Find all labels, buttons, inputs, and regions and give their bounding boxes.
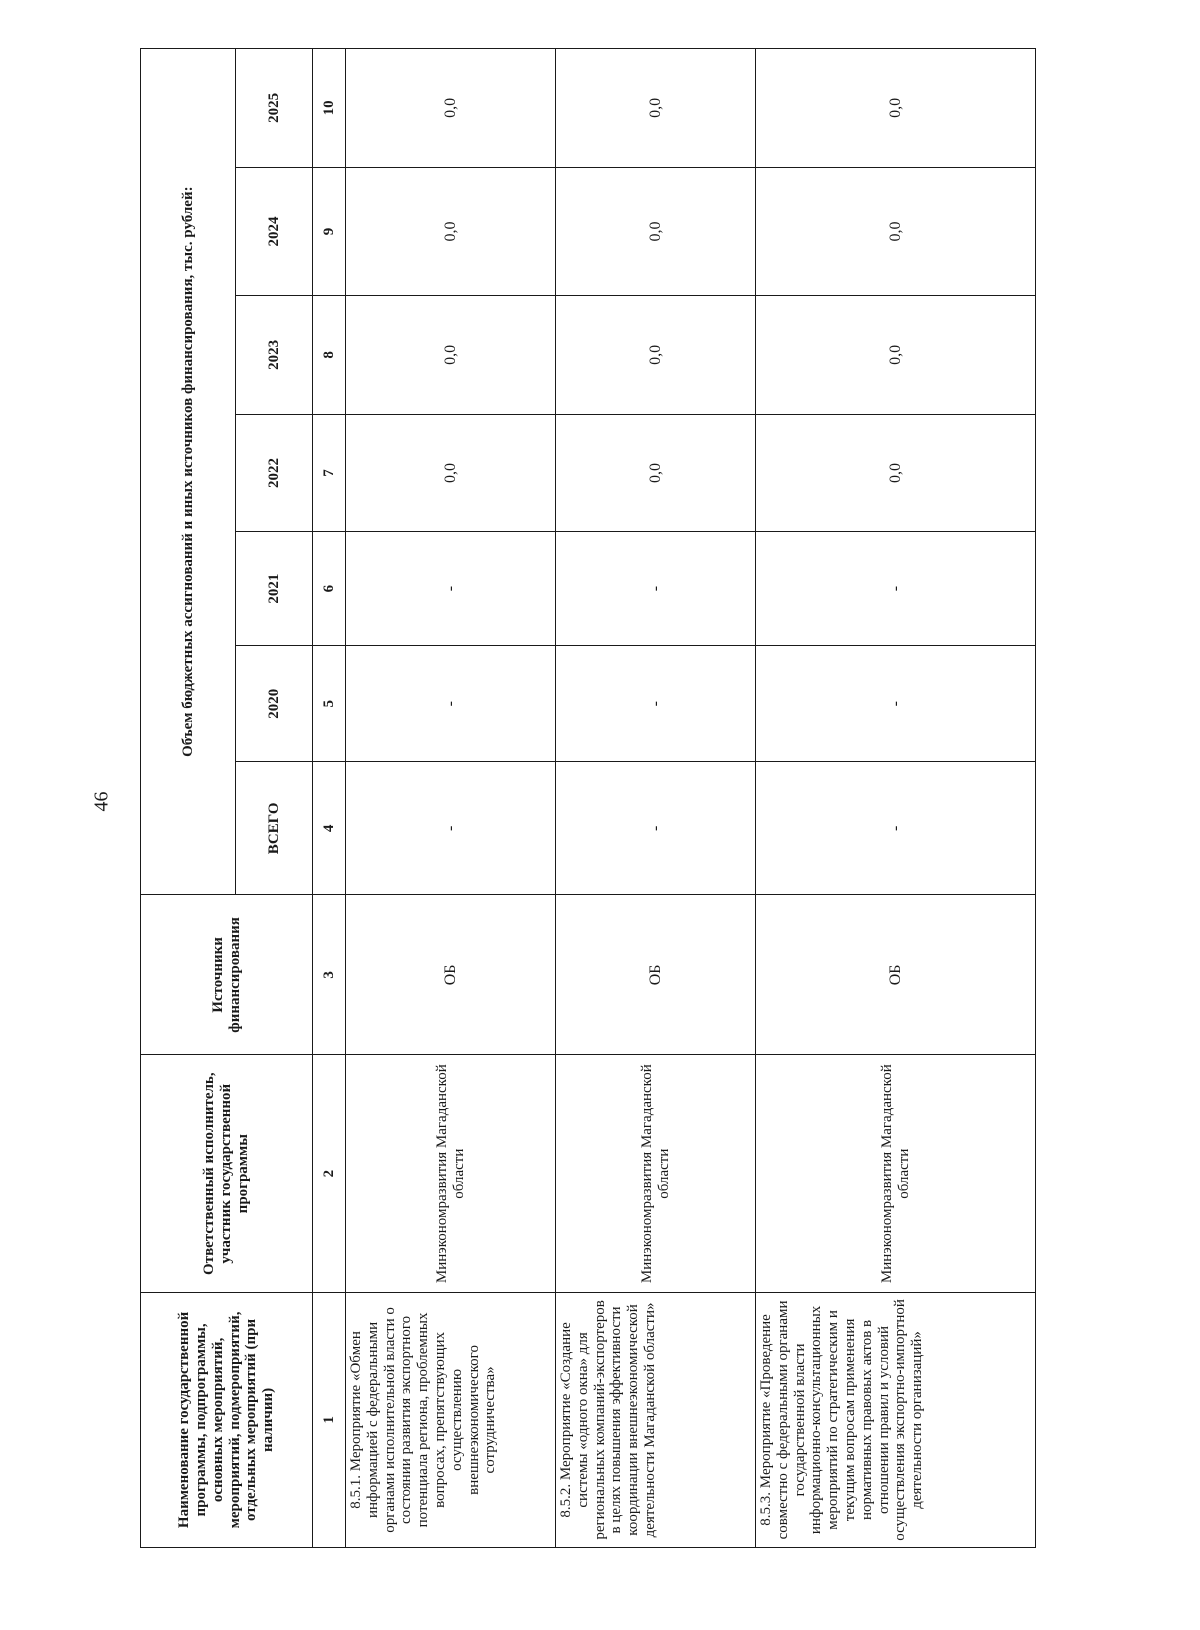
header-year-2023: 2023: [236, 296, 313, 415]
header-year-2021: 2021: [236, 532, 313, 646]
column-number-row: [313, 49, 346, 1548]
row-value-2021: -: [556, 532, 756, 646]
header-year-2022: 2022: [236, 414, 313, 531]
column-number: 5: [313, 646, 346, 762]
row-responsible: Минэкономразвития Магаданской области: [556, 1055, 756, 1292]
column-number: 7: [313, 414, 346, 531]
page-number: 46: [90, 791, 113, 812]
row-name: 8.5.1. Мероприятие «Обмен информацией с федеральными органами исполнительной власти о состоянии развития экспортного потенциала региона, проблемных вопросах, препятствующих осуществлению внешнеэкономического сотрудничества»: [346, 1292, 556, 1547]
column-number: 9: [313, 167, 346, 295]
financing-table: [140, 48, 1036, 1548]
row-value-2024: 0,0: [756, 167, 1036, 295]
rotated-table-container: [140, 48, 1000, 1548]
column-number: 1: [313, 1292, 346, 1547]
row-responsible: Минэкономразвития Магаданской области: [756, 1055, 1036, 1292]
header-sources: Источники финансирования: [141, 895, 313, 1055]
row-value-2021: -: [756, 532, 1036, 646]
column-number: 8: [313, 296, 346, 415]
row-value-2024: 0,0: [556, 167, 756, 295]
row-value-2022: 0,0: [556, 414, 756, 531]
row-value-total: -: [346, 762, 556, 895]
header-volume: Объем бюджетных ассигнований и иных источников финансирования, тыс. рублей:: [141, 49, 236, 895]
header-responsible: Ответственный исполнитель, участник государственной программы: [141, 1055, 313, 1292]
row-responsible: Минэкономразвития Магаданской области: [346, 1055, 556, 1292]
header-total: ВСЕГО: [236, 762, 313, 895]
column-number: 2: [313, 1055, 346, 1292]
table-row: [556, 49, 756, 1548]
row-value-2025: 0,0: [756, 49, 1036, 168]
row-value-2025: 0,0: [556, 49, 756, 168]
column-number: 3: [313, 895, 346, 1055]
row-value-2020: -: [556, 646, 756, 762]
row-name: 8.5.2. Мероприятие «Создание системы «одного окна» для региональных компаний-экспортеров в целях повышения эффективности координации внешнеэкономической деятельности Магаданской области»: [556, 1292, 756, 1547]
row-value-2020: -: [346, 646, 556, 762]
header-year-2025: 2025: [236, 49, 313, 168]
row-value-2021: -: [346, 532, 556, 646]
row-name: 8.5.3. Мероприятие «Проведение совместно с федеральными органами государственной власти информационно-консультационных мероприятий по стратегическим и текущим вопросам применения нормативных правовых актов в отношении правил и условий осуществления экспортно-импортной деятельности организаций»: [756, 1292, 1036, 1547]
row-value-2025: 0,0: [346, 49, 556, 168]
row-value-total: -: [556, 762, 756, 895]
row-value-2023: 0,0: [556, 296, 756, 415]
header-name: Наименование государственной программы, подпрограммы, основных мероприятий, мероприятий, подмероприятий, отдельных мероприятий (при наличии): [141, 1292, 313, 1547]
row-value-2023: 0,0: [756, 296, 1036, 415]
row-source: ОБ: [346, 895, 556, 1055]
row-value-total: -: [756, 762, 1036, 895]
table-row: [756, 49, 1036, 1548]
row-source: ОБ: [756, 895, 1036, 1055]
row-value-2022: 0,0: [756, 414, 1036, 531]
row-value-2024: 0,0: [346, 167, 556, 295]
table-row: [346, 49, 556, 1548]
header-year-2024: 2024: [236, 167, 313, 295]
row-value-2022: 0,0: [346, 414, 556, 531]
row-value-2020: -: [756, 646, 1036, 762]
column-number: 6: [313, 532, 346, 646]
row-value-2023: 0,0: [346, 296, 556, 415]
column-number: 10: [313, 49, 346, 168]
header-year-2020: 2020: [236, 646, 313, 762]
row-source: ОБ: [556, 895, 756, 1055]
column-number: 4: [313, 762, 346, 895]
